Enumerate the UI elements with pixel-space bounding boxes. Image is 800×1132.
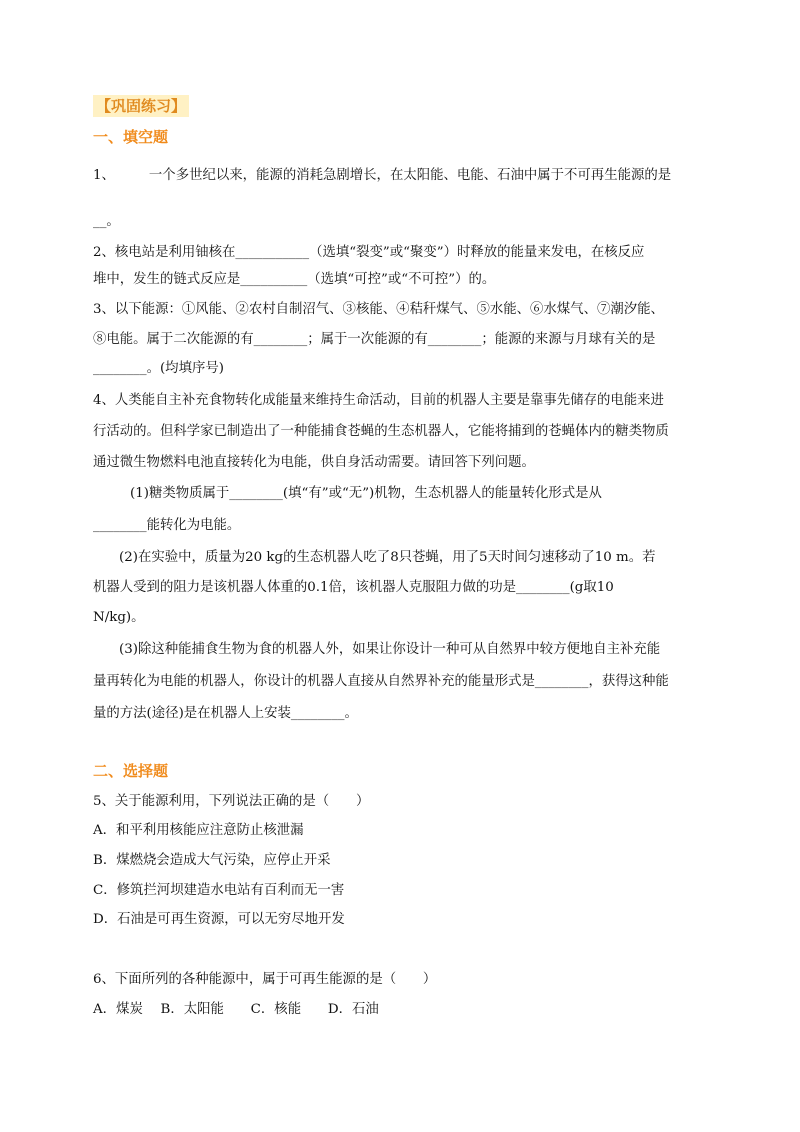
question-1-number: 1、 <box>93 168 115 183</box>
question-2-line-2: 堆中，发生的链式反应是__________（选填“可控”或“不可控”）的。 <box>93 272 496 287</box>
question-4-line-3: 通过微生物燃料电池直接转化为电能，供自身活动需要。请回答下列问题。 <box>93 455 535 470</box>
question-4-part-2-line-2: 机器人受到的阻力是该机器人体重的0.1倍，该机器人克服阻力做的功是________(g取10 <box>93 580 614 595</box>
consolidation-practice-tag: 【巩固练习】 <box>93 95 189 117</box>
question-6-options: A．煤炭 B．太阳能 C．核能 D．石油 <box>93 1002 379 1017</box>
question-5-option-c: C．修筑拦河坝建造水电站有百利而无一害 <box>93 883 345 898</box>
question-1-line-1 <box>93 166 708 186</box>
section-multiple-choice-heading: 二、选择题 <box>93 762 169 780</box>
question-5-option-b: B．煤燃烧会造成大气污染，应停止开采 <box>93 853 331 868</box>
question-4-part-3-line-2: 量再转化为电能的机器人，你设计的机器人直接从自然界补充的能量形式是________，获得这种能 <box>93 674 669 689</box>
question-4-part-3-line-1: (3)除这种能捕食生物为食的机器人外，如果让你设计一种可从自然界中较方便地自主补充能 <box>119 642 661 657</box>
question-3-line-1: 3、以下能源：①风能、②农村自制沼气、③核能、④秸秆煤气、⑤水能、⑥水煤气、⑦潮汐能、 <box>93 302 664 317</box>
question-4-part-1-line-1: (1)糖类物质属于________(填“有”或“无”)机物，生态机器人的能量转化形式是从 <box>130 486 602 501</box>
question-5-option-a: A．和平利用核能应注意防止核泄漏 <box>93 823 304 838</box>
question-4-line-2: 行活动的。但科学家已制造出了一种能捕食苍蝇的生态机器人，它能将捕到的苍蝇体内的糖类物质 <box>93 424 669 439</box>
question-1-text: 一个多世纪以来，能源的消耗急剧增长，在太阳能、电能、石油中属于不可再生能源的是 <box>148 168 672 183</box>
question-3-line-2: ⑧电能。属于二次能源的有________；属于一次能源的有________；能源的来源与月球有关的是 <box>93 332 656 347</box>
question-3-line-3: ________。(均填序号) <box>93 361 224 376</box>
question-4-line-1: 4、人类能自主补充食物转化成能量来维持生命活动，目前的机器人主要是靠事先储存的电能来进 <box>93 393 664 408</box>
question-4-part-3-line-3: 量的方法(途径)是在机器人上安装________。 <box>93 706 358 721</box>
question-2-line-1: 2、核电站是利用铀核在___________（选填“裂变”或“聚变”）时释放的能量来发电，在核反应 <box>93 245 645 260</box>
question-5-stem: 5、关于能源利用，下列说法正确的是（ ） <box>93 794 370 809</box>
question-5-option-d: D．石油是可再生资源，可以无穷尽地开发 <box>93 912 345 927</box>
section-fill-in-blank-heading: 一、填空题 <box>93 128 169 146</box>
question-4-part-2-line-1: (2)在实验中，质量为20 kg的生态机器人吃了8只苍蝇，用了5天时间匀速移动了10 m。若 <box>119 550 656 565</box>
question-4-part-2-line-3: N/kg)。 <box>93 610 145 625</box>
question-4-part-1-line-2: ________能转化为电能。 <box>93 518 241 533</box>
question-6-stem: 6、下面所列的各种能源中，属于可再生能源的是（ ） <box>93 972 437 987</box>
question-1-blank: __。 <box>93 214 120 229</box>
